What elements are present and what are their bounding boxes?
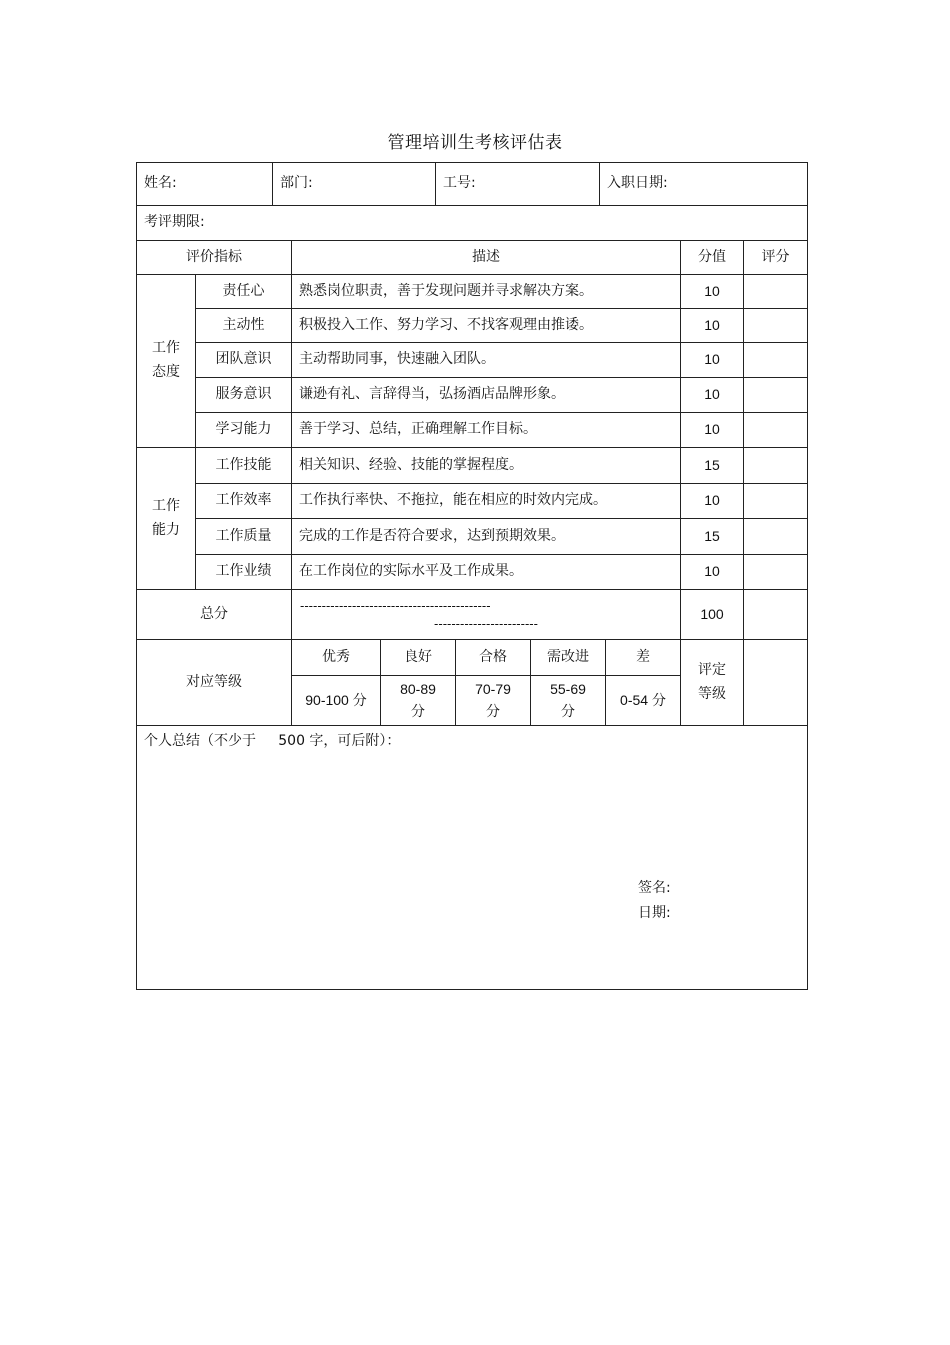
grade-range-text: 0-54 分 (620, 691, 666, 708)
rated-grade-cell[interactable] (743, 639, 808, 726)
item-name: 服务意识 (195, 377, 292, 413)
name-label: 姓名: (144, 175, 177, 192)
item-description: 熟悉岗位职责，善于发现问题并寻求解决方案。 (291, 274, 681, 309)
item-description: 在工作岗位的实际水平及工作成果。 (291, 554, 681, 590)
grade-range-text: 90-100 分 (305, 691, 367, 708)
group-label-work-attitude (136, 274, 196, 448)
evaluation-period-label: 考评期限: (144, 214, 205, 231)
group-label-line: 态度 (152, 364, 180, 380)
total-value: 100 (680, 589, 744, 640)
item-name: 工作业绩 (195, 554, 292, 590)
group-label-line: 能力 (152, 521, 180, 538)
item-name: 团队意识 (195, 342, 292, 378)
item-rating-cell[interactable] (743, 483, 808, 519)
item-rating-cell[interactable] (743, 518, 808, 555)
item-rating-cell[interactable] (743, 377, 808, 413)
item-description: 谦逊有礼、言辞得当，弘扬酒店品牌形象。 (291, 377, 681, 413)
date-label: 日期: (638, 905, 671, 921)
dashes-line: -------------------------------------------- (300, 598, 491, 613)
department-label: 部门: (280, 175, 313, 192)
item-name: 工作质量 (195, 518, 292, 555)
join-date-label: 入职日期: (607, 175, 668, 192)
column-header-indicator: 评价指标 (136, 240, 292, 275)
grade-name: 优秀 (291, 639, 381, 676)
grade-range-unit: 分 (411, 702, 425, 719)
item-score-value: 10 (680, 377, 744, 413)
column-header-rating: 评分 (743, 240, 808, 275)
grade-range (380, 675, 456, 726)
dashes-line: ------------------------ (434, 616, 538, 631)
item-name: 工作技能 (195, 447, 292, 484)
item-rating-cell[interactable] (743, 274, 808, 309)
group-label-line: 工作 (152, 340, 180, 357)
grade-range-unit: 分 (486, 702, 500, 719)
department-field[interactable] (272, 162, 436, 206)
item-name: 学习能力 (195, 412, 292, 448)
rated-grade-line: 等级 (698, 685, 726, 702)
personal-summary-area[interactable] (136, 725, 808, 990)
item-score-value: 10 (680, 274, 744, 309)
evaluation-period-field[interactable] (136, 205, 808, 241)
employee-id-label: 工号: (443, 175, 476, 192)
item-name: 主动性 (195, 308, 292, 343)
grade-range-unit: 分 (561, 702, 575, 719)
item-score-value: 10 (680, 308, 744, 343)
group-label-work-ability (136, 447, 196, 590)
employee-id-field[interactable] (435, 162, 600, 206)
personal-summary-prompt: 个人总结（不少于 500 字，可后附）： (144, 733, 401, 749)
rated-grade-line: 评定 (698, 661, 726, 678)
grade-name: 良好 (380, 639, 456, 676)
grade-range-text: 80-89 (400, 680, 436, 697)
total-dashes (291, 589, 681, 640)
total-rating-cell[interactable] (743, 589, 808, 640)
item-name: 责任心 (195, 274, 292, 309)
column-header-description: 描述 (291, 240, 681, 275)
item-description: 主动帮助同事，快速融入团队。 (291, 342, 681, 378)
total-label: 总分 (136, 589, 292, 640)
item-score-value: 10 (680, 412, 744, 448)
group-label-line: 工作 (152, 497, 180, 514)
item-description: 相关知识、经验、技能的掌握程度。 (291, 447, 681, 484)
page-title: 管理培训生考核评估表 (387, 133, 563, 153)
item-score-value: 10 (680, 554, 744, 590)
item-rating-cell[interactable] (743, 308, 808, 343)
item-name: 工作效率 (195, 483, 292, 519)
grade-range (455, 675, 531, 726)
rated-grade-label (680, 639, 744, 726)
item-score-value: 10 (680, 342, 744, 378)
grade-name: 差 (605, 639, 681, 676)
item-description: 积极投入工作、努力学习、不找客观理由推诿。 (291, 308, 681, 343)
item-score-value: 10 (680, 483, 744, 519)
item-rating-cell[interactable] (743, 447, 808, 484)
item-score-value: 15 (680, 447, 744, 484)
item-description: 善于学习、总结，正确理解工作目标。 (291, 412, 681, 448)
grade-range (530, 675, 606, 726)
item-score-value: 15 (680, 518, 744, 555)
item-description: 工作执行率快、不拖拉，能在相应的时效内完成。 (291, 483, 681, 519)
grade-range-text: 55-69 (550, 680, 586, 697)
column-header-score-value: 分值 (680, 240, 744, 275)
item-rating-cell[interactable] (743, 342, 808, 378)
grade-name: 需改进 (530, 639, 606, 676)
name-field[interactable] (136, 162, 273, 206)
grade-range-text: 70-79 (475, 680, 511, 697)
grade-range (291, 675, 381, 726)
grade-label: 对应等级 (136, 639, 292, 726)
grade-name: 合格 (455, 639, 531, 676)
item-rating-cell[interactable] (743, 412, 808, 448)
grade-range (605, 675, 681, 726)
join-date-field[interactable] (599, 162, 808, 206)
evaluation-form (136, 162, 808, 990)
item-description: 完成的工作是否符合要求，达到预期效果。 (291, 518, 681, 555)
item-rating-cell[interactable] (743, 554, 808, 590)
signature-label: 签名: (638, 880, 671, 896)
